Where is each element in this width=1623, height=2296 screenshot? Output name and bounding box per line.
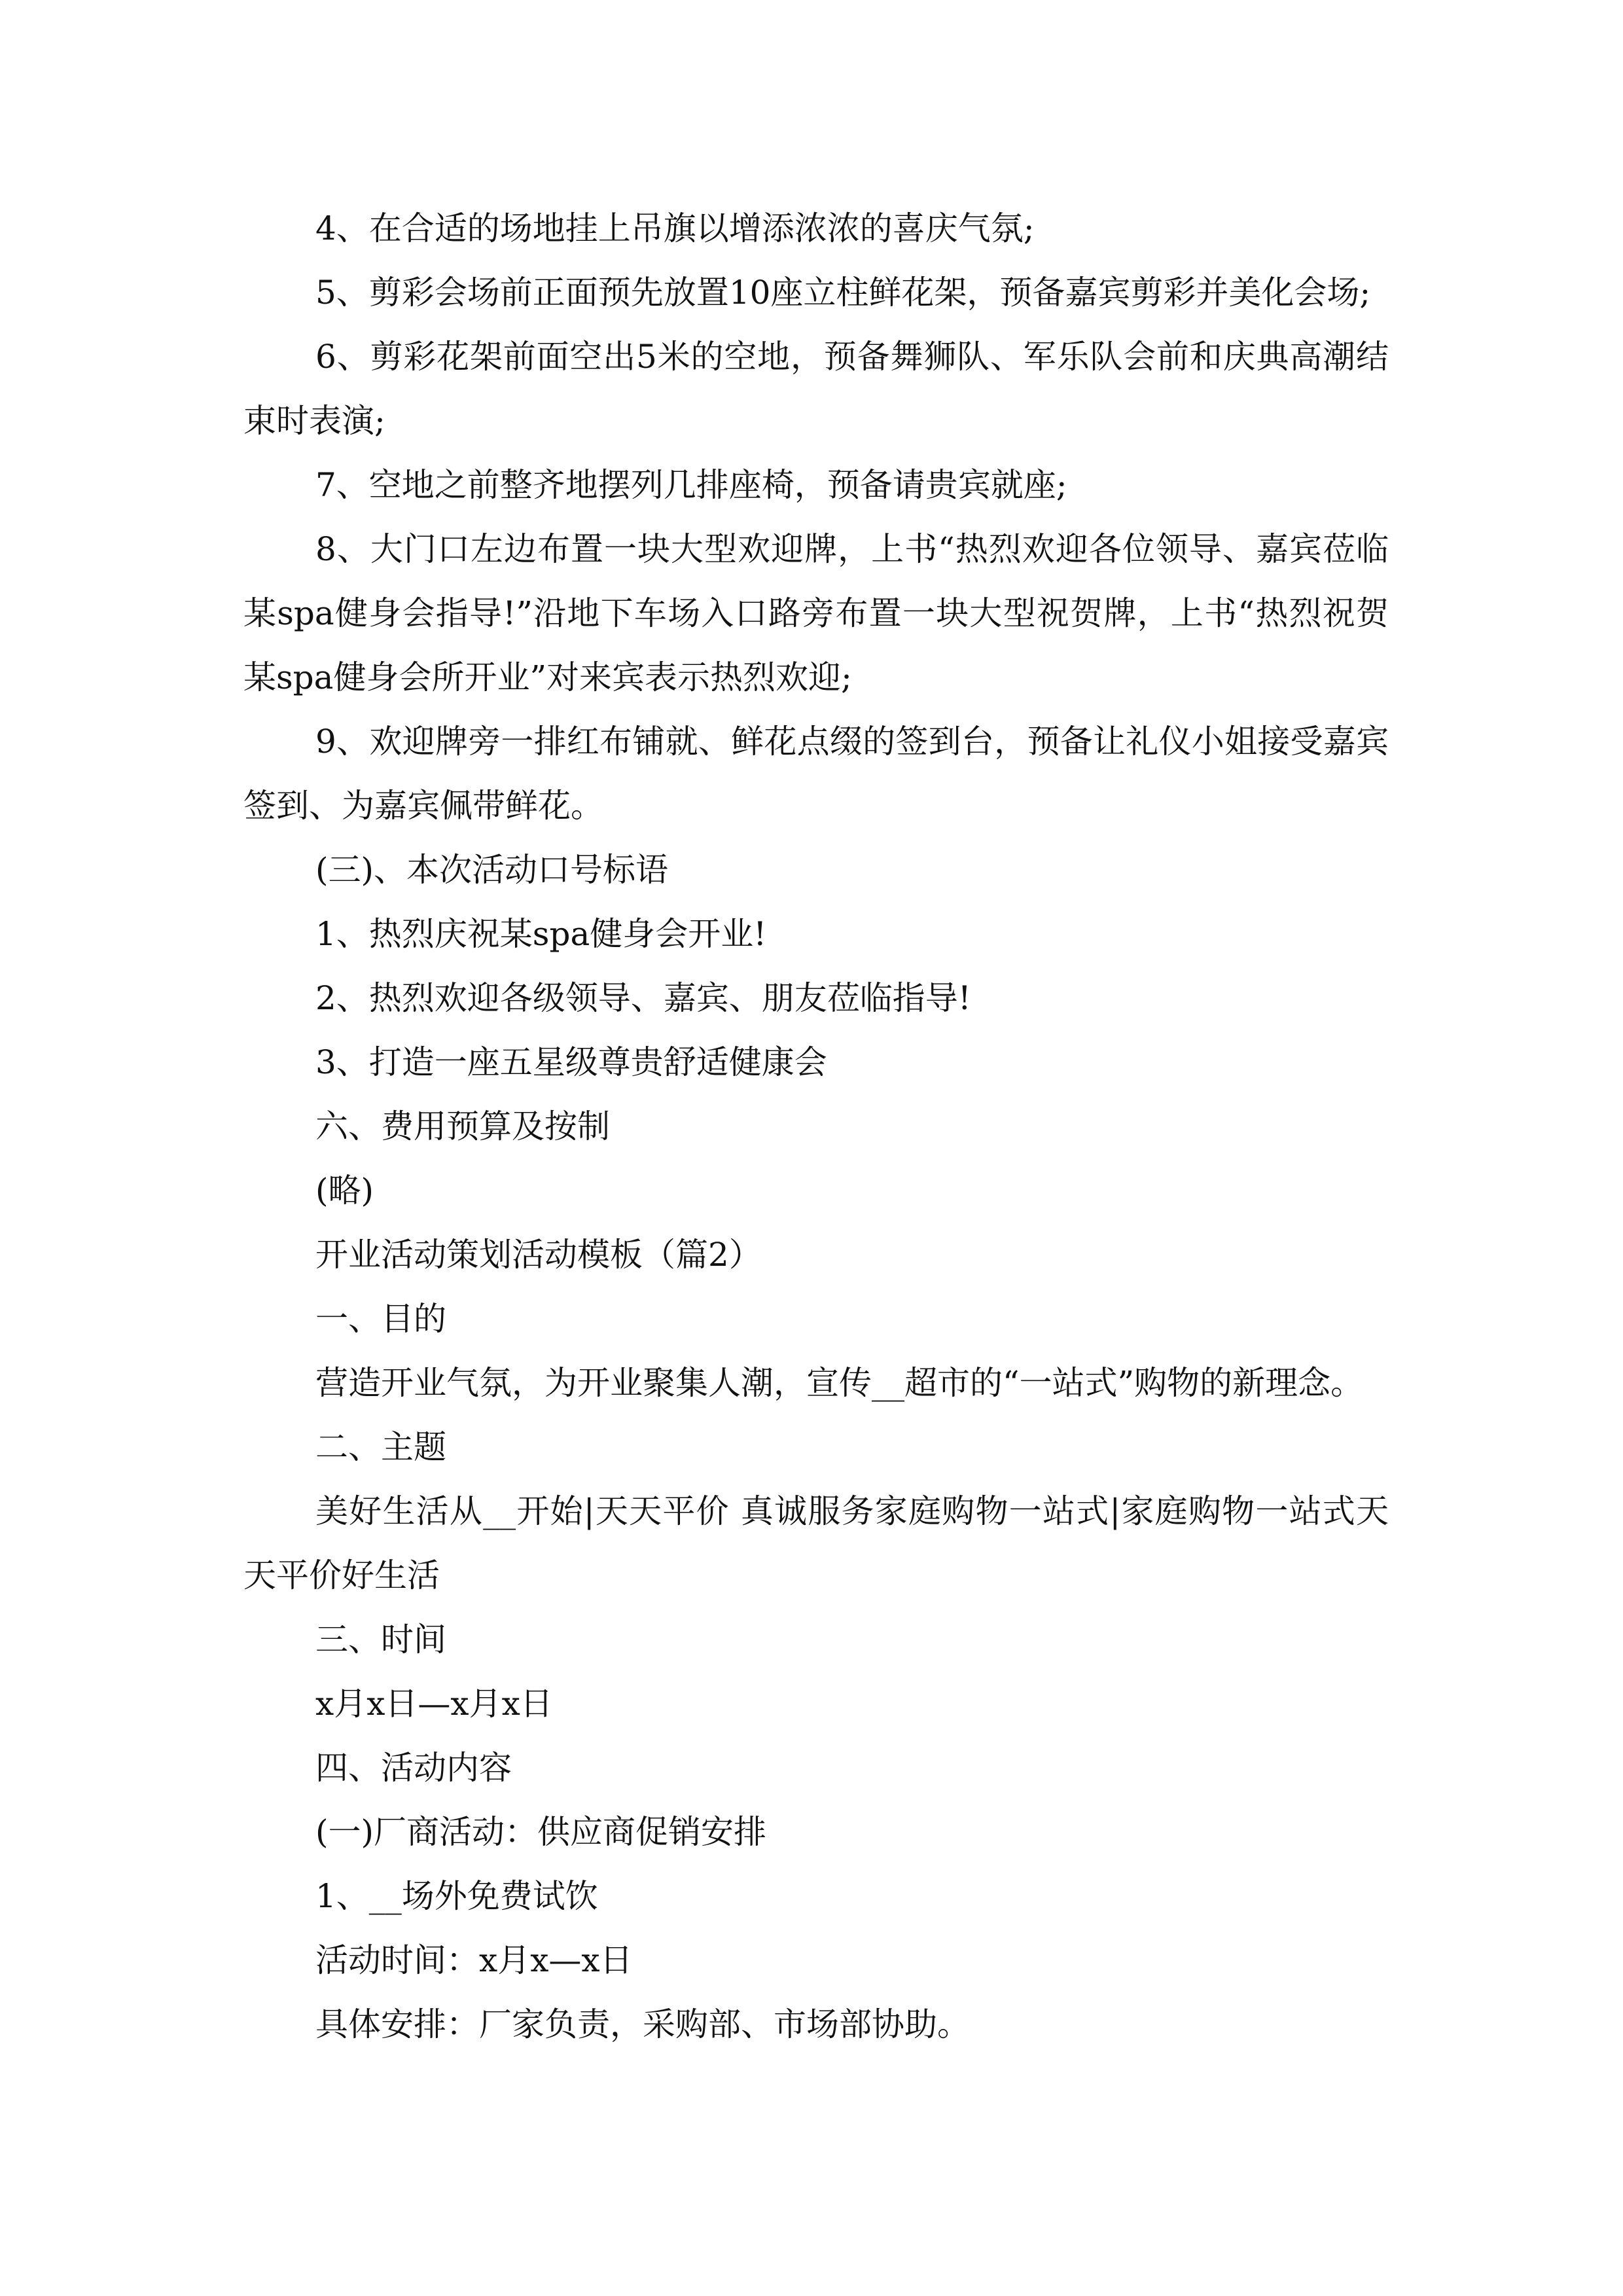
document-body	[243, 196, 1389, 2056]
slogan-2: 2、热烈欢迎各级领导、嘉宾、朋友莅临指导!	[315, 979, 971, 1017]
subsection-heading-vendor: (一)厂商活动：供应商促销安排	[315, 1813, 767, 1851]
section-heading-theme: 二、主题	[315, 1428, 446, 1466]
section-heading-activities: 四、活动内容	[315, 1749, 512, 1787]
section-heading-purpose: 一、目的	[315, 1300, 446, 1338]
activity-time: 活动时间：x月x—x日	[315, 1941, 633, 1979]
time-text: x月x日—x月x日	[315, 1685, 553, 1723]
activity-arrangement: 具体安排：厂家负责，采购部、市场部协助。	[315, 2005, 970, 2043]
paragraph-item-5: 5、剪彩会场前正面预先放置10座立柱鲜花架，预备嘉宾剪彩并美化会场;	[315, 274, 1371, 312]
slogan-1: 1、热烈庆祝某spa健身会开业!	[315, 915, 767, 953]
slogan-3: 3、打造一座五星级尊贵舒适健康会	[315, 1043, 827, 1081]
paragraph-item-6: 6、剪彩花架前面空出5米的空地，预备舞狮队、军乐队会前和庆典高潮结束时表演;	[243, 338, 1389, 440]
document-title-part-2: 开业活动策划活动模板（篇2）	[315, 1236, 762, 1274]
section-heading-slogans: (三)、本次活动口号标语	[315, 851, 669, 889]
budget-omitted: (略)	[315, 1172, 374, 1210]
section-heading-budget: 六、费用预算及按制	[315, 1107, 610, 1145]
paragraph-item-8: 8、大门口左边布置一块大型欢迎牌，上书“热烈欢迎各位领导、嘉宾莅临某spa健身会指导!”沿地下车场入口路旁布置一块大型祝贺牌，上书“热烈祝贺某spa健身会所开业”对来宾表示热烈欢迎;	[243, 530, 1389, 696]
paragraph-item-4: 4、在合适的场地挂上吊旗以增添浓浓的喜庆气氛;	[315, 209, 1035, 247]
section-heading-time: 三、时间	[315, 1621, 446, 1659]
paragraph-item-7: 7、空地之前整齐地摆列几排座椅，预备请贵宾就座;	[315, 466, 1067, 504]
paragraph-item-9: 9、欢迎牌旁一排红布铺就、鲜花点缀的签到台，预备让礼仪小姐接受嘉宾签到、为嘉宾佩带鲜花。	[243, 723, 1389, 825]
theme-text: 美好生活从__开始|天天平价 真诚服务家庭购物一站式|家庭购物一站式天天平价好生活	[243, 1492, 1389, 1594]
purpose-text: 营造开业气氛，为开业聚集人潮，宣传__超市的“一站式”购物的新理念。	[315, 1364, 1364, 1402]
vendor-item-1: 1、__场外免费试饮	[315, 1877, 598, 1915]
